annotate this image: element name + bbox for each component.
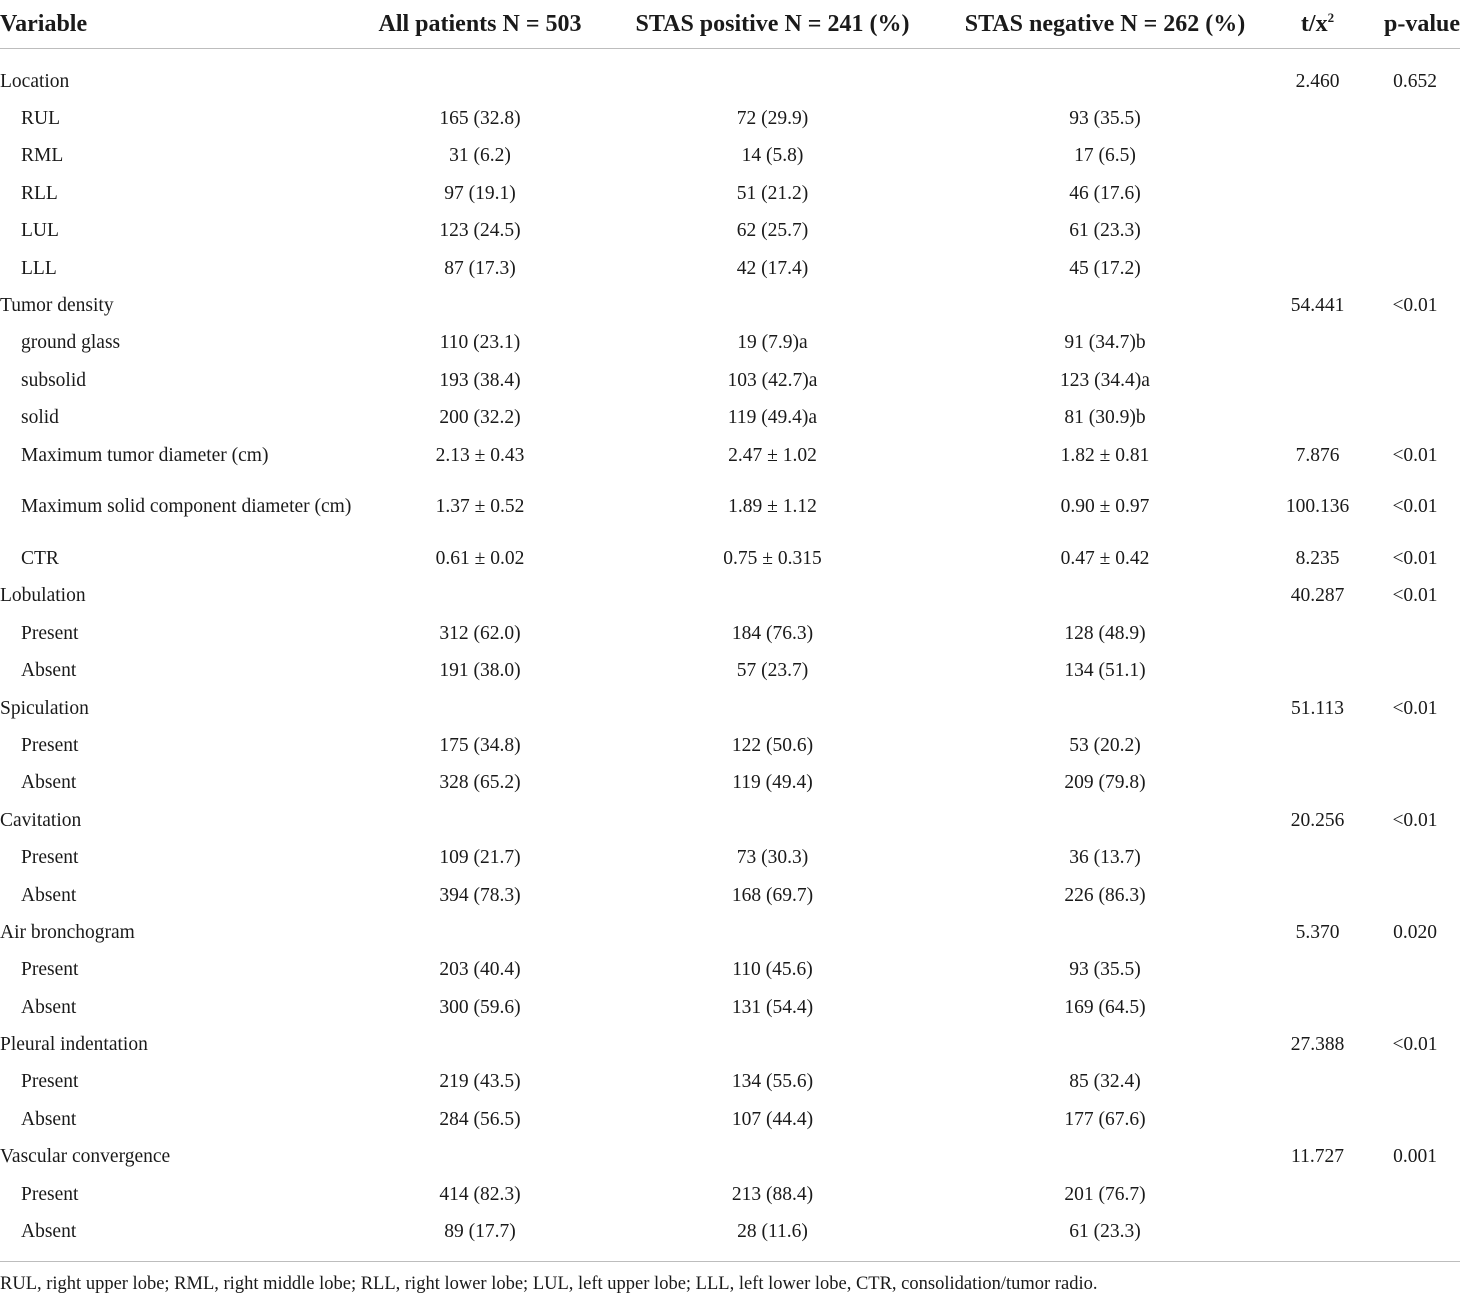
p-value-cell: <0.01: [1392, 697, 1438, 719]
test-statistic-cell: 27.388: [1290, 1034, 1345, 1056]
all-patients-cell: 175 (34.8): [439, 734, 521, 756]
stas-negative-cell: 123 (34.4)a: [1060, 369, 1150, 391]
row-label: Cavitation: [0, 809, 82, 831]
row-label: Lobulation: [0, 585, 86, 607]
test-statistic-cell: [1265, 952, 1370, 989]
table-group-row: [0, 1139, 1460, 1176]
stas-negative-cell: 81 (30.9)b: [1064, 407, 1146, 429]
stas-negative-cell: 61 (23.3): [1069, 1221, 1141, 1243]
stas-negative-cell: 1.82 ± 0.81: [1060, 444, 1150, 466]
footnote: RUL, right upper lobe; RML, right middle lobe; RLL, right lower lobe; LUL, left upper lobe; LLL, left lower lobe, CTR, consolidation/tumor radio.: [0, 1261, 1460, 1306]
test-statistic-cell: [1265, 138, 1370, 175]
table-row: [0, 1064, 1460, 1101]
all-patients-cell: 109 (21.7): [439, 847, 521, 869]
row-label: Absent: [21, 996, 77, 1018]
all-patients-cell: 193 (38.4): [439, 369, 521, 391]
all-patients-cell: 414 (82.3): [439, 1183, 521, 1205]
p-value-cell: [1370, 1064, 1460, 1101]
all-patients-cell: 300 (59.6): [439, 996, 521, 1018]
all-patients-cell: 1.37 ± 0.52: [435, 496, 525, 518]
p-value-cell: [1370, 877, 1460, 914]
row-label: LUL: [21, 220, 59, 242]
p-value-cell: <0.01: [1392, 585, 1438, 607]
table-row: [0, 138, 1460, 175]
stas-negative-cell: [945, 914, 1265, 951]
stas-positive-cell: 1.89 ± 1.12: [728, 496, 817, 518]
stas-negative-cell: 177 (67.6): [1064, 1108, 1146, 1130]
test-statistic-cell: [1265, 615, 1370, 652]
p-value-cell: [1370, 652, 1460, 689]
table-row: [0, 250, 1460, 287]
p-value-cell: 0.001: [1393, 1146, 1437, 1168]
row-label: Pleural indentation: [0, 1034, 148, 1056]
test-statistic-cell: [1265, 250, 1370, 287]
table-footer: [0, 1261, 1460, 1306]
p-value-cell: [1370, 400, 1460, 437]
test-statistic-cell: 100.136: [1285, 496, 1350, 518]
stas-positive-cell: 2.47 ± 1.02: [728, 444, 817, 466]
p-value-cell: [1370, 213, 1460, 250]
test-statistic-cell: [1265, 1101, 1370, 1138]
test-statistic-cell: [1265, 1176, 1370, 1213]
p-value-cell: [1370, 100, 1460, 137]
row-label: Spiculation: [0, 697, 89, 719]
test-statistic-cell: [1265, 727, 1370, 764]
test-statistic-cell: [1265, 1064, 1370, 1101]
table-row: [0, 1176, 1460, 1213]
table-group-row: [0, 914, 1460, 951]
p-value-cell: [1370, 615, 1460, 652]
all-patients-cell: [360, 914, 600, 951]
row-label: Absent: [21, 884, 77, 906]
test-statistic-cell: [1265, 1213, 1370, 1261]
stas-positive-cell: 51 (21.2): [736, 182, 809, 204]
all-patients-cell: 200 (32.2): [439, 407, 521, 429]
test-statistic-cell: [1265, 213, 1370, 250]
stas-negative-cell: 53 (20.2): [1069, 734, 1141, 756]
p-value-cell: [1370, 1176, 1460, 1213]
all-patients-cell: 87 (17.3): [444, 257, 516, 279]
test-statistic-cell: 20.256: [1290, 809, 1345, 831]
row-label: Absent: [21, 1108, 77, 1130]
stas-positive-cell: [600, 1026, 945, 1063]
header-stas-positive: STAS positive N = 241 (%): [600, 0, 945, 49]
row-label: Present: [21, 734, 79, 756]
stas-negative-cell: 201 (76.7): [1064, 1183, 1146, 1205]
all-patients-cell: 312 (62.0): [439, 622, 521, 644]
stas-positive-cell: [600, 802, 945, 839]
test-statistic-cell: 2.460: [1295, 70, 1340, 92]
test-statistic-cell: [1265, 400, 1370, 437]
row-label: Present: [21, 1071, 79, 1093]
table-row: [0, 175, 1460, 212]
stas-positive-cell: 213 (88.4): [731, 1183, 814, 1205]
stas-positive-cell: 19 (7.9)a: [737, 332, 808, 354]
all-patients-cell: 328 (65.2): [439, 772, 521, 794]
header-variable: Variable: [0, 0, 360, 49]
stas-negative-cell: 128 (48.9): [1064, 622, 1146, 644]
test-statistic-cell: 8.235: [1295, 547, 1340, 569]
row-label: Present: [21, 847, 79, 869]
row-label: Present: [21, 622, 79, 644]
stas-positive-cell: [600, 49, 945, 101]
row-label: RUL: [21, 108, 60, 130]
test-statistic-cell: 40.287: [1290, 585, 1345, 607]
stas-positive-cell: 14 (5.8): [741, 145, 804, 167]
p-value-cell: [1370, 989, 1460, 1026]
all-patients-cell: 203 (40.4): [439, 959, 521, 981]
p-value-cell: [1370, 250, 1460, 287]
stas-negative-cell: [945, 1139, 1265, 1176]
stas-negative-cell: 36 (13.7): [1069, 847, 1141, 869]
row-label: Present: [21, 1183, 79, 1205]
stas-positive-cell: 131 (54.4): [731, 996, 814, 1018]
row-label: Air bronchogram: [0, 921, 135, 943]
table-row: [0, 362, 1460, 399]
p-value-cell: 0.020: [1393, 921, 1437, 943]
row-label: subsolid: [21, 369, 87, 391]
row-label: Maximum solid component diameter (cm): [21, 496, 352, 518]
p-value-cell: <0.01: [1392, 444, 1438, 466]
table-row: [0, 325, 1460, 362]
p-value-cell: <0.01: [1392, 809, 1438, 831]
header-all-patients: All patients N = 503: [360, 0, 600, 49]
table-row: [0, 437, 1460, 474]
test-statistic-cell: [1265, 652, 1370, 689]
test-statistic-cell: [1265, 877, 1370, 914]
all-patients-cell: [360, 1026, 600, 1063]
table-group-row: [0, 690, 1460, 727]
stas-negative-cell: [945, 802, 1265, 839]
p-value-cell: [1370, 138, 1460, 175]
header-row: [0, 0, 1460, 49]
stas-positive-cell: 57 (23.7): [736, 660, 809, 682]
table-group-row: [0, 49, 1460, 101]
stas-positive-cell: [600, 914, 945, 951]
p-value-cell: 0.652: [1393, 70, 1437, 92]
row-label: solid: [21, 407, 59, 429]
row-label: CTR: [21, 547, 59, 569]
stas-positive-cell: [600, 287, 945, 324]
row-label: ground glass: [21, 332, 121, 354]
table-group-row: [0, 802, 1460, 839]
table-group-row: [0, 578, 1460, 615]
stas-positive-cell: 119 (49.4): [732, 772, 813, 794]
all-patients-cell: 2.13 ± 0.43: [435, 444, 525, 466]
p-value-cell: [1370, 362, 1460, 399]
stas-negative-cell: [945, 578, 1265, 615]
row-label: RML: [21, 145, 64, 167]
stas-positive-cell: 28 (11.6): [737, 1221, 808, 1243]
test-statistic-cell: 5.370: [1295, 921, 1340, 943]
p-value-cell: <0.01: [1392, 1034, 1438, 1056]
stas-negative-cell: 169 (64.5): [1064, 996, 1146, 1018]
all-patients-cell: 97 (19.1): [444, 182, 516, 204]
all-patients-cell: [360, 1139, 600, 1176]
all-patients-cell: 89 (17.7): [444, 1221, 516, 1243]
row-label: Maximum tumor diameter (cm): [21, 444, 269, 466]
test-statistic-cell: 54.441: [1290, 295, 1345, 317]
all-patients-cell: [360, 49, 600, 101]
table-row: [0, 839, 1460, 876]
table-row: [0, 400, 1460, 437]
stas-positive-cell: 103 (42.7)a: [727, 369, 818, 391]
stas-positive-cell: 62 (25.7): [736, 220, 809, 242]
all-patients-cell: 0.61 ± 0.02: [435, 547, 525, 569]
stas-positive-cell: 0.75 ± 0.315: [723, 547, 822, 569]
stas-positive-cell: 42 (17.4): [736, 257, 809, 279]
table-group-row: [0, 1026, 1460, 1063]
stas-negative-cell: 134 (51.1): [1064, 660, 1146, 682]
all-patients-cell: 123 (24.5): [439, 220, 521, 242]
p-value-cell: <0.01: [1392, 547, 1438, 569]
stas-positive-cell: 119 (49.4)a: [727, 407, 818, 429]
all-patients-cell: 394 (78.3): [439, 884, 521, 906]
all-patients-cell: [360, 802, 600, 839]
stas-negative-cell: 61 (23.3): [1069, 220, 1141, 242]
table-row: [0, 100, 1460, 137]
test-statistic-cell: 51.113: [1291, 697, 1344, 719]
p-value-cell: [1370, 952, 1460, 989]
table-row: [0, 952, 1460, 989]
stas-negative-cell: [945, 49, 1265, 101]
p-value-cell: [1370, 1213, 1460, 1261]
test-statistic-cell: 11.727: [1291, 1146, 1344, 1168]
table-group-row: [0, 287, 1460, 324]
table-header: [0, 0, 1460, 49]
stas-positive-cell: 73 (30.3): [736, 847, 809, 869]
table-row: [0, 877, 1460, 914]
stas-positive-cell: 168 (69.7): [731, 884, 814, 906]
stas-negative-cell: 209 (79.8): [1064, 772, 1146, 794]
test-statistic-cell: [1265, 839, 1370, 876]
p-value-cell: [1370, 1101, 1460, 1138]
test-statistic-cell: [1265, 989, 1370, 1026]
stas-negative-cell: 46 (17.6): [1069, 182, 1141, 204]
header-test-statistic: $t/x^2$: [1265, 0, 1370, 49]
stas-positive-cell: 184 (76.3): [731, 622, 814, 644]
all-patients-cell: 219 (43.5): [439, 1071, 521, 1093]
stas-negative-cell: 91 (34.7)b: [1064, 332, 1146, 354]
stas-negative-cell: 0.47 ± 0.42: [1060, 547, 1150, 569]
stas-negative-cell: 0.90 ± 0.97: [1060, 496, 1150, 518]
stas-positive-cell: 107 (44.4): [731, 1108, 814, 1130]
test-statistic-cell: [1265, 100, 1370, 137]
p-value-cell: [1370, 765, 1460, 802]
test-statistic-cell: [1265, 325, 1370, 362]
stas-negative-cell: [945, 287, 1265, 324]
all-patients-cell: 165 (32.8): [439, 108, 521, 130]
p-value-cell: [1370, 325, 1460, 362]
table-row: [0, 652, 1460, 689]
test-statistic-cell: [1265, 175, 1370, 212]
p-value-cell: <0.01: [1392, 496, 1438, 518]
stas-negative-cell: [945, 1026, 1265, 1063]
stas-positive-cell: 72 (29.9): [736, 108, 809, 130]
stas-negative-cell: 93 (35.5): [1069, 959, 1141, 981]
table-row: [0, 727, 1460, 764]
test-statistic-cell: [1265, 362, 1370, 399]
p-value-cell: <0.01: [1392, 295, 1438, 317]
row-label: Absent: [21, 772, 77, 794]
p-value-cell: [1370, 839, 1460, 876]
stas-positive-cell: 110 (45.6): [732, 959, 813, 981]
stas-positive-cell: 122 (50.6): [731, 734, 814, 756]
all-patients-cell: [360, 578, 600, 615]
stas-positive-cell: 134 (55.6): [731, 1071, 814, 1093]
table-row: [0, 474, 1460, 540]
table-row: [0, 765, 1460, 802]
test-statistic-cell: [1265, 765, 1370, 802]
table-row: [0, 540, 1460, 577]
table-row: [0, 213, 1460, 250]
row-label: Location: [0, 70, 70, 92]
stas-negative-cell: 45 (17.2): [1069, 257, 1141, 279]
footnote-row: [0, 1261, 1460, 1306]
table-row: [0, 1101, 1460, 1138]
stas-negative-cell: 93 (35.5): [1069, 108, 1141, 130]
all-patients-cell: 284 (56.5): [439, 1108, 521, 1130]
row-label: RLL: [21, 182, 58, 204]
row-label: Absent: [21, 1221, 77, 1243]
row-label: Present: [21, 959, 79, 981]
all-patients-cell: [360, 690, 600, 727]
stas-negative-cell: [945, 690, 1265, 727]
stas-negative-cell: 226 (86.3): [1064, 884, 1146, 906]
all-patients-cell: 191 (38.0): [439, 660, 521, 682]
row-label: LLL: [21, 257, 57, 279]
row-label: Tumor density: [0, 295, 114, 317]
all-patients-cell: 110 (23.1): [439, 332, 521, 354]
header-p-value: p-value: [1370, 0, 1460, 49]
row-label: Absent: [21, 660, 77, 682]
test-statistic-cell: 7.876: [1295, 444, 1340, 466]
table-body: [0, 49, 1460, 1262]
table-row: [0, 989, 1460, 1026]
stas-positive-cell: [600, 690, 945, 727]
all-patients-cell: 31 (6.2): [449, 145, 511, 167]
stas-positive-cell: [600, 578, 945, 615]
table-row: [0, 615, 1460, 652]
header-stas-negative: STAS negative N = 262 (%): [945, 0, 1265, 49]
row-label: Vascular convergence: [0, 1146, 171, 1168]
p-value-cell: [1370, 175, 1460, 212]
stas-negative-cell: 85 (32.4): [1069, 1071, 1141, 1093]
table-row: [0, 1213, 1460, 1261]
stas-positive-cell: [600, 1139, 945, 1176]
p-value-cell: [1370, 727, 1460, 764]
all-patients-cell: [360, 287, 600, 324]
stas-negative-cell: 17 (6.5): [1074, 145, 1136, 167]
